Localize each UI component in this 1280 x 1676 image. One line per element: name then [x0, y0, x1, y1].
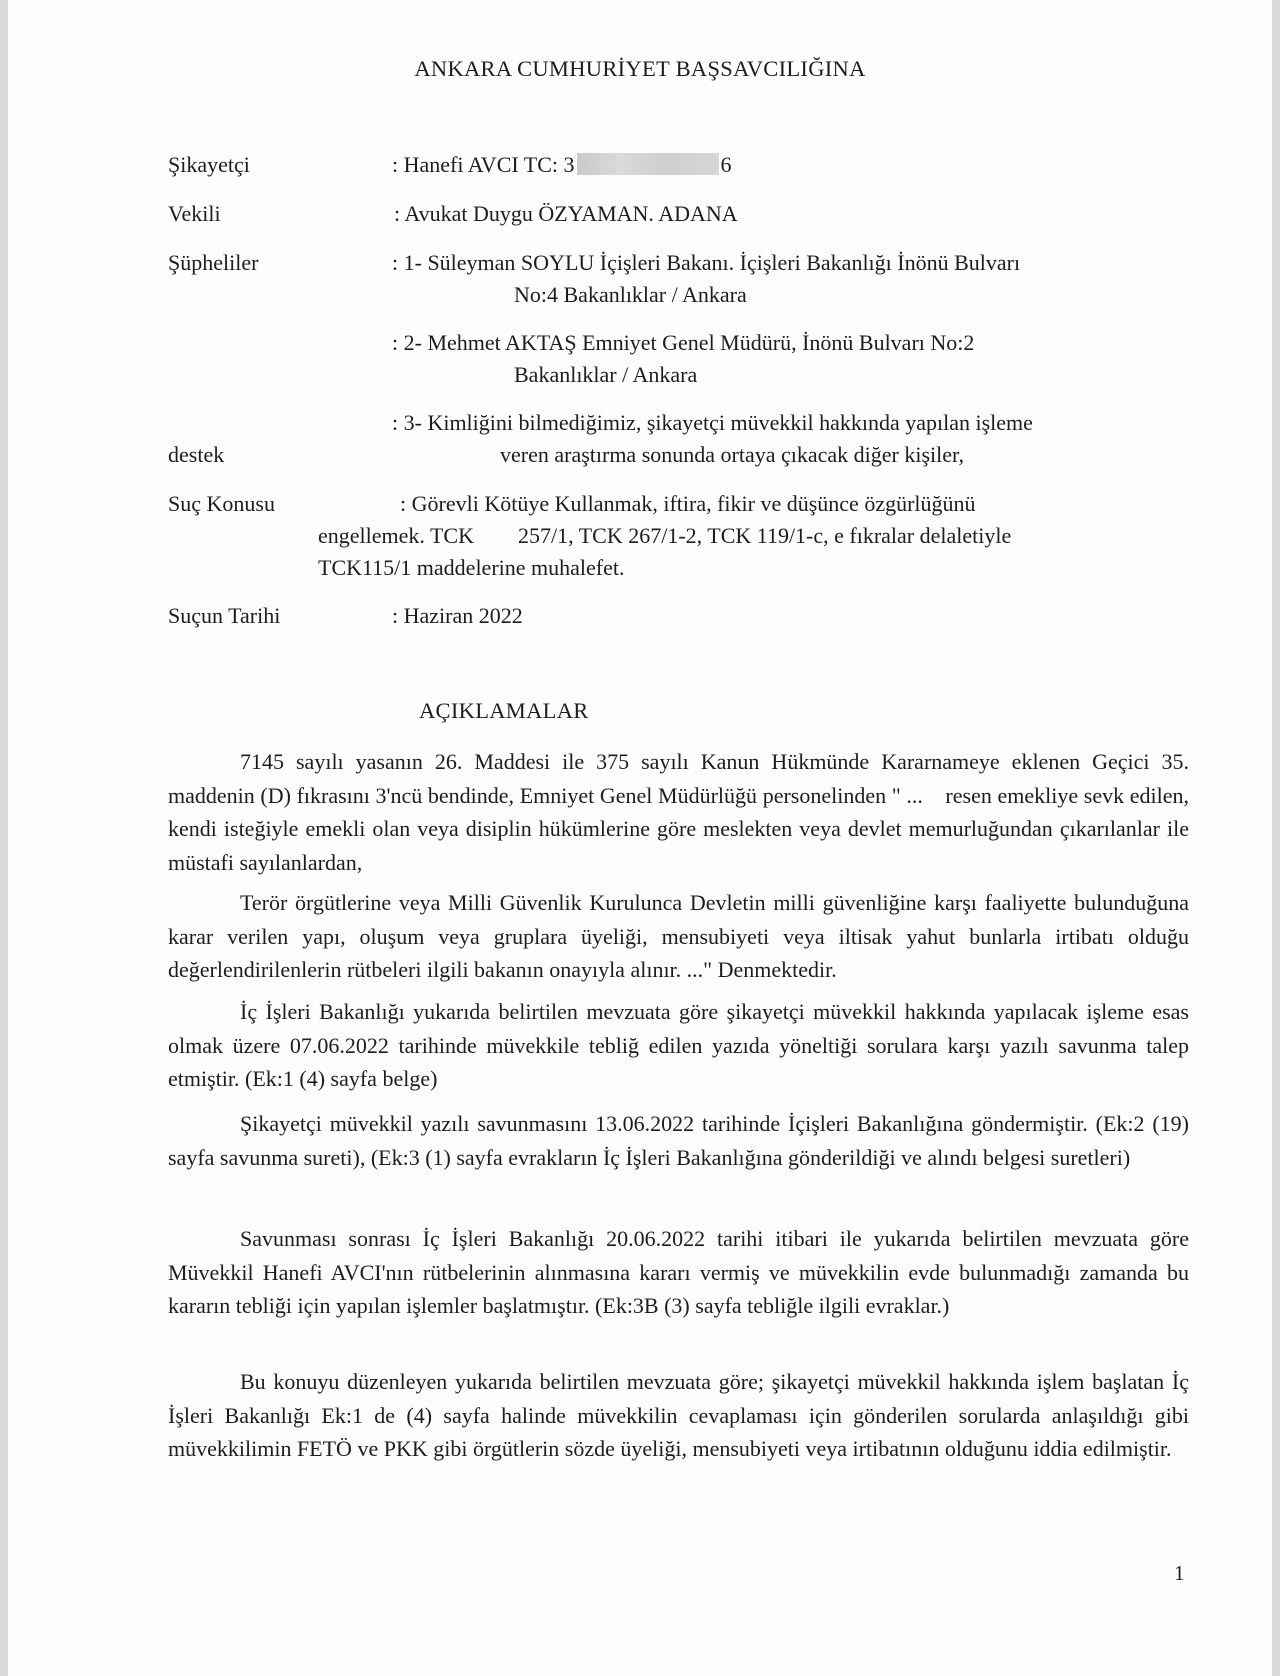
explanations-heading: AÇIKLAMALAR [419, 698, 589, 723]
suspect-3-line-2-right: veren araştırma sonunda ortaya çıkacak diğer kişiler, [500, 442, 964, 467]
suspect-2-line-1: : 2- Mehmet AKTAŞ Emniyet Genel Müdürü, İnönü Bulvarı No:2 [392, 330, 975, 355]
offense-subject-line-3: TCK115/1 maddelerine muhalefet. [318, 555, 625, 580]
paragraph-1: 7145 sayılı yasanın 26. Maddesi ile 375 sayılı Kanun Hükmünde Kararnameye eklenen Geçici 35. maddenin (D) fıkrasını 3'ncü bendinde, Emniyet Genel Müdürlüğü personelinden " ... resen emekliye sevk edilen, kendi isteğiyle emekli olan veya disiplin hükümlerine göre meslekten veya devlet memurluğundan çıkarılanlar ile müstafi sayılanlardan, [168, 749, 1195, 875]
paragraph-4: Şikayetçi müvekkil yazılı savunmasını 13.06.2022 tarihinde İçişleri Bakanlığına göndermiştir. (Ek:2 (19) sayfa savunma sureti), (Ek:3 (1) sayfa evrakların İç İşleri Bakanlığına gönderildiği ve alındı belgesi suretleri) [168, 1111, 1189, 1170]
document-page [8, 0, 1272, 1676]
suspect-1-line-2: No:4 Bakanlıklar / Ankara [514, 282, 747, 307]
suspect-1-line-1: : 1- Süleyman SOYLU İçişleri Bakanı. İçişleri Bakanlığı İnönü Bulvarı [392, 250, 1021, 275]
suspect-3-line-2-left: destek [168, 442, 225, 467]
attorney-label: Vekili [168, 201, 221, 226]
offense-subject-label: Suç Konusu [168, 491, 275, 516]
paragraph-6: Bu konuyu düzenleyen yukarıda belirtilen mevzuata göre; şikayetçi müvekkil hakkında işlem başlatan İç İşleri Bakanlığı Ek:1 de (4) sayfa halinde müvekkilin cevaplaması için gönderilen sorularda anlaşıldığı gibi müvekkilimin FETÖ ve PKK gibi örgütlerin sözde üyeliği, mensubiyeti veya irtibatının olduğunu iddia edilmiştir. [168, 1369, 1189, 1461]
paragraph-5: Savunması sonrası İç İşleri Bakanlığı 20.06.2022 tarihi itibari ile yukarıda belirtilen mevzuata göre Müvekkil Hanefi AVCI'nın rütbelerinin alınmasına kararı vermiş ve müvekkilin evde bulunmadığı zamanda bu kararın tebliği için yapılan işlemler başlatmıştır. (Ek:3B (3) sayfa tebliğle ilgili evraklar.) [168, 1226, 1189, 1318]
paragraph-2: Terör örgütlerine veya Milli Güvenlik Kurulunca Devletin milli güvenliğine karşı faaliyette bulunduğuna karar verilen yapı, oluşum veya gruplara üyeliği, mensubiyeti veya iltisak yahut bunlarla irtibatı olduğu değerlendirilenlerin rütbeleri ilgili bakanın onayıyla alınır. ..." Denmektedir. [168, 890, 1189, 982]
suspect-3-line-1: : 3- Kimliğini bilmediğimiz, şikayetçi müvekkil hakkında yapılan işleme [392, 410, 1033, 435]
complainant-label: Şikayetçi [168, 152, 250, 177]
offense-date-label: Suçun Tarihi [168, 603, 281, 628]
offense-date-value: : Haziran 2022 [392, 603, 523, 628]
attorney-value: : Avukat Duygu ÖZYAMAN. ADANA [394, 201, 738, 226]
complainant-value [392, 152, 732, 178]
offense-subject-line-1: : Görevli Kötüye Kullanmak, iftira, fikir ve düşünce özgürlüğünü [400, 491, 976, 516]
complainant-id-suffix: 6 [720, 152, 732, 177]
document-title: ANKARA CUMHURİYET BAŞSAVCILIĞINA [414, 56, 866, 81]
suspects-label: Şüpheliler [168, 250, 259, 275]
redacted-id-block [577, 153, 719, 175]
offense-subject-line-2: engellemek. TCK 257/1, TCK 267/1-2, TCK 119/1-c, e fıkralar delaletiyle [318, 523, 1012, 548]
page-number: 1 [1174, 1561, 1185, 1585]
suspect-2-line-2: Bakanlıklar / Ankara [514, 362, 698, 387]
paragraph-3: İç İşleri Bakanlığı yukarıda belirtilen mevzuata göre şikayetçi müvekkil hakkında yapılacak işleme esas olmak üzere 07.06.2022 tarihinde müvekkile tebliğ edilen yazıda yöneltiği sorulara karşı yazılı savunma talep etmiştir. (Ek:1 (4) sayfa belge) [168, 999, 1189, 1091]
complainant-name: : Hanefi AVCI TC: 3 [392, 152, 575, 177]
